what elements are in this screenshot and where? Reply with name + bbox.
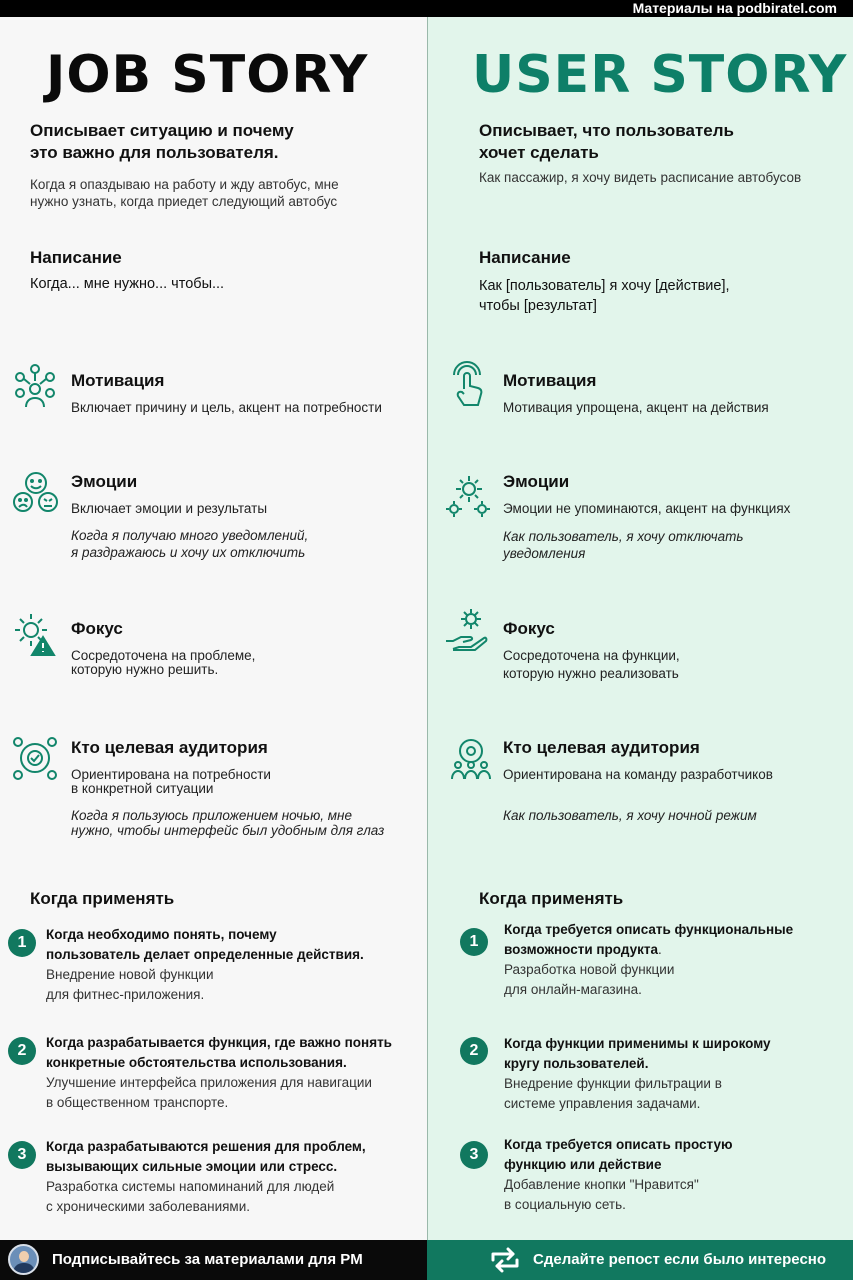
user-focus-text-2: которую нужно реализовать bbox=[503, 666, 679, 681]
job-audience-example-1: Когда я пользуюсь приложением ночью, мне bbox=[71, 808, 352, 823]
job-intro-line1: Описывает ситуацию и почему bbox=[30, 121, 294, 140]
user-when-1-line-2 bbox=[504, 940, 662, 960]
job-writing-title: Написание bbox=[30, 248, 122, 267]
user-motivation-title: Мотивация bbox=[503, 371, 597, 390]
job-intro-line2: это важно для пользователя. bbox=[30, 143, 279, 162]
audience-target-icon bbox=[12, 735, 58, 781]
subscribe-footer[interactable] bbox=[0, 1240, 427, 1280]
gears-icon bbox=[445, 473, 491, 519]
job-intro-example-1: Когда я опаздываю на работу и жду автобус, мне bbox=[30, 177, 339, 192]
avatar bbox=[8, 1244, 39, 1275]
user-when-3-text-1: Добавление кнопки "Нравится" bbox=[504, 1177, 699, 1192]
job-when-1-text-2: для фитнес-приложения. bbox=[46, 987, 205, 1002]
job-when-1-bold-2: пользователь делает определенные действия. bbox=[46, 947, 364, 962]
job-when-title: Когда применять bbox=[30, 889, 175, 908]
job-when-3-text-2: с хроническими заболеваниями. bbox=[46, 1199, 251, 1214]
step-number: 2 bbox=[8, 1037, 36, 1065]
user-emotions-example-1: Как пользователь, я хочу отключать bbox=[503, 529, 744, 544]
team-gear-icon bbox=[448, 735, 494, 781]
hand-gear-icon bbox=[444, 607, 490, 653]
job-story-column bbox=[0, 17, 427, 1240]
user-writing-text-1: Как [пользователь] я хочу [действие], bbox=[479, 278, 730, 294]
user-when-1-bold-1: Когда требуется описать функциональные bbox=[504, 922, 794, 937]
job-audience-title: Кто целевая аудитория bbox=[71, 738, 268, 757]
user-when-title: Когда применять bbox=[479, 889, 624, 908]
job-when-3-bold-2: вызывающих сильные эмоции или стресс. bbox=[46, 1159, 338, 1174]
subscribe-text[interactable]: Подписывайтесь за материалами для PM bbox=[52, 1251, 363, 1268]
user-writing-title: Написание bbox=[479, 248, 571, 267]
touch-hand-icon bbox=[445, 361, 491, 407]
job-motivation-title: Мотивация bbox=[71, 371, 165, 390]
repost-footer[interactable] bbox=[427, 1240, 853, 1280]
user-when-2-bold-1: Когда функции применимы к широкому bbox=[504, 1036, 771, 1051]
user-emotions-title: Эмоции bbox=[503, 472, 570, 491]
step-number: 1 bbox=[460, 928, 488, 956]
user-emotions-text: Эмоции не упоминаются, акцент на функциях bbox=[503, 501, 791, 516]
job-emotions-text: Включает эмоции и результаты bbox=[71, 501, 268, 516]
people-network-icon bbox=[12, 363, 58, 409]
user-when-1-text-2: для онлайн-магазина. bbox=[504, 982, 642, 997]
gear-warning-icon bbox=[12, 611, 58, 657]
user-when-2-text-2: системе управления задачами. bbox=[504, 1096, 701, 1111]
job-when-1-bold-1: Когда необходимо понять, почему bbox=[46, 927, 277, 942]
job-when-1-text-1: Внедрение новой функции bbox=[46, 967, 214, 982]
job-focus-text-1: Сосредоточена на проблеме, bbox=[71, 648, 256, 663]
user-when-3-bold-1: Когда требуется описать простую bbox=[504, 1137, 733, 1152]
user-motivation-text: Мотивация упрощена, акцент на действия bbox=[503, 400, 769, 415]
step-number: 3 bbox=[460, 1141, 488, 1169]
user-writing-text-2: чтобы [результат] bbox=[479, 298, 597, 314]
user-when-3-text-2: в социальную сеть. bbox=[504, 1197, 626, 1212]
emotions-faces-icon bbox=[12, 471, 58, 517]
job-writing-text: Когда... мне нужно... чтобы... bbox=[30, 276, 225, 292]
user-story-title: USER STORY bbox=[472, 45, 848, 105]
job-when-2-bold-2: конкретные обстоятельства использования. bbox=[46, 1055, 347, 1070]
job-when-3-bold-1: Когда разрабатываются решения для проблем, bbox=[46, 1139, 366, 1154]
job-motivation-text: Включает причину и цель, акцент на потребности bbox=[71, 400, 382, 415]
job-emotions-title: Эмоции bbox=[71, 472, 138, 491]
step-number: 2 bbox=[460, 1037, 488, 1065]
user-intro-line2: хочет сделать bbox=[479, 143, 599, 162]
user-when-1-bold-2: возможности продукта bbox=[504, 942, 658, 957]
user-when-2-text-1: Внедрение функции фильтрации в bbox=[504, 1076, 722, 1091]
job-emotions-example-1: Когда я получаю много уведомлений, bbox=[71, 528, 309, 543]
user-when-1-tail: . bbox=[658, 942, 662, 957]
job-when-2-text-2: в общественном транспорте. bbox=[46, 1095, 229, 1110]
job-audience-example-2: нужно, чтобы интерфейс был удобным для глаз bbox=[71, 823, 385, 838]
job-focus-text-2: которую нужно решить. bbox=[71, 662, 219, 677]
user-audience-title: Кто целевая аудитория bbox=[503, 738, 700, 757]
user-story-column bbox=[427, 17, 853, 1240]
repost-icon[interactable] bbox=[487, 1247, 523, 1273]
user-audience-example: Как пользователь, я хочу ночной режим bbox=[503, 808, 757, 823]
site-link[interactable]: Материалы на podbiratel.com bbox=[632, 0, 837, 16]
user-intro-line1: Описывает, что пользователь bbox=[479, 121, 734, 140]
user-when-2-bold-2: кругу пользователей. bbox=[504, 1056, 649, 1071]
top-bar bbox=[0, 0, 853, 17]
repost-text[interactable]: Сделайте репост если было интересно bbox=[533, 1251, 827, 1268]
user-focus-title: Фокус bbox=[503, 619, 555, 638]
job-when-2-bold-1: Когда разрабатывается функция, где важно понять bbox=[46, 1035, 392, 1050]
job-story-title: JOB STORY bbox=[46, 45, 369, 105]
job-when-2-text-1: Улучшение интерфейса приложения для навигации bbox=[46, 1075, 372, 1090]
user-focus-text-1: Сосредоточена на функции, bbox=[503, 648, 680, 663]
job-focus-title: Фокус bbox=[71, 619, 123, 638]
user-when-1-text-1: Разработка новой функции bbox=[504, 962, 675, 977]
user-when-3-bold-2: функцию или действие bbox=[504, 1157, 662, 1172]
step-number: 1 bbox=[8, 929, 36, 957]
user-intro-example: Как пассажир, я хочу видеть расписание автобусов bbox=[479, 170, 802, 185]
user-emotions-example-2: уведомления bbox=[503, 546, 586, 561]
job-emotions-example-2: я раздражаюсь и хочу их отключить bbox=[71, 545, 306, 560]
job-intro-example-2: нужно узнать, когда приедет следующий автобус bbox=[30, 194, 338, 209]
job-audience-text-2: в конкретной ситуации bbox=[71, 781, 214, 796]
user-audience-text: Ориентирована на команду разработчиков bbox=[503, 767, 773, 782]
job-when-3-text-1: Разработка системы напоминаний для людей bbox=[46, 1179, 335, 1194]
job-audience-text-1: Ориентирована на потребности bbox=[71, 767, 271, 782]
step-number: 3 bbox=[8, 1141, 36, 1169]
